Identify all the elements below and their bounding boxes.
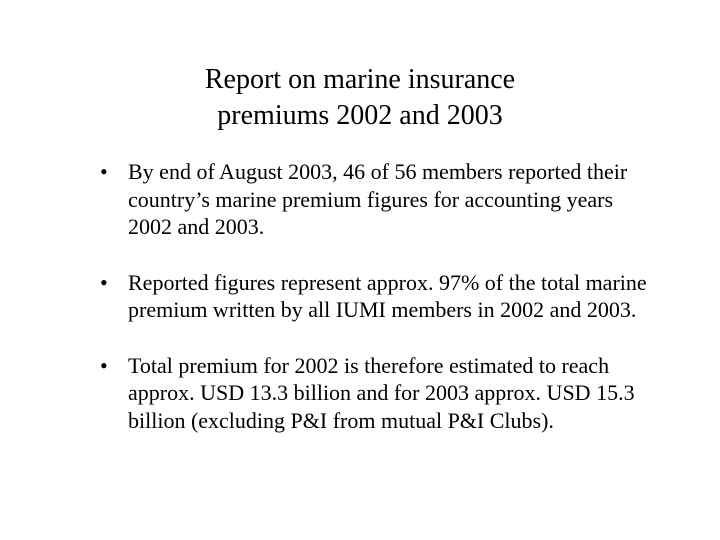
bullet-item-share-of-premium xyxy=(100,269,660,324)
bullet-text: Total premium for 2002 is therefore estimated to reach approx. USD 13.3 billion and for 2003 approx. USD 15.3 billion (excluding P&I from mutual P&I Clubs). xyxy=(128,352,635,433)
bullet-marker: • xyxy=(100,159,108,184)
slide-title xyxy=(0,62,720,134)
bullet-text: Reported figures represent approx. 97% of the total marine premium written by all IUMI members in 2002 and 2003. xyxy=(128,269,647,322)
bullet-item-total-premium-estimate xyxy=(100,352,660,435)
bullet-marker: • xyxy=(100,269,108,295)
bullet-list xyxy=(100,158,660,462)
bullet-marker: • xyxy=(100,352,108,378)
title-line-1: Report on marine insurance xyxy=(204,64,516,95)
bullet-item-members-reported xyxy=(100,158,660,241)
bullet-text: By end of August 2003, 46 of 56 members reported their country’s marine premium figures for accounting years 2002 and 2003. xyxy=(128,159,628,239)
title-line-2: premiums 2002 and 2003 xyxy=(217,100,503,131)
